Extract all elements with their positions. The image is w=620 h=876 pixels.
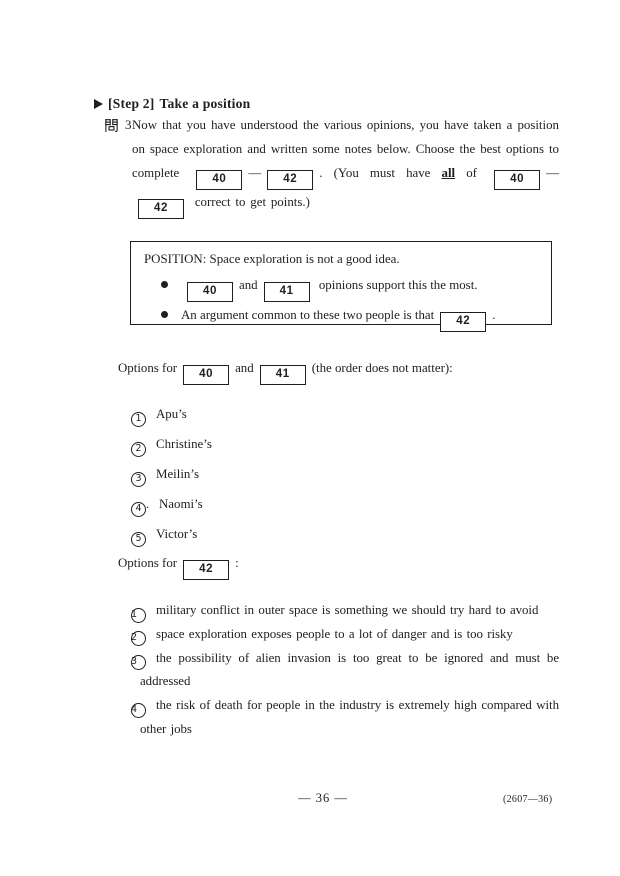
list-item (131, 527, 212, 547)
circled-number-icon: 5 (131, 532, 146, 547)
bullet1-and: and (239, 278, 258, 292)
all-emphasis: all (441, 166, 456, 180)
list-item (131, 467, 212, 487)
bullet-icon (161, 281, 168, 288)
option-text: the possibility of alien invasion is too great to be ignored and must be addressed (140, 650, 559, 689)
circled-number-icon: 2 (131, 631, 146, 646)
answer-box-40: 40 (187, 282, 233, 302)
options2-lead: Options for (118, 556, 178, 570)
list-item (131, 694, 559, 742)
answer-box-42: 42 (267, 170, 313, 190)
position-bullet-2 (144, 302, 541, 332)
option-text: military conflict in outer space is something we should try hard to avoid (156, 603, 539, 617)
answer-box-40: 40 (494, 170, 540, 190)
print-code: (2607—36) (503, 794, 553, 805)
range-dash: — (248, 166, 262, 180)
range-dash: — (546, 166, 559, 180)
option-label: Naomi’s (159, 497, 203, 511)
list-item (131, 647, 559, 695)
options1-lead: Options for (118, 361, 178, 375)
options1-and: and (235, 361, 254, 375)
answer-box-40: 40 (196, 170, 242, 190)
circled-number-icon: 2 (131, 442, 146, 457)
option-label: Meilin’s (156, 467, 199, 481)
kanji-mon-icon (104, 118, 119, 133)
step-label: [Step 2] (108, 96, 155, 111)
answer-box-40: 40 (183, 365, 229, 385)
position-bullet-1 (144, 272, 541, 302)
bullet-icon (161, 311, 168, 318)
options-42-header (118, 551, 239, 580)
circled-number-icon: 4 (131, 703, 146, 718)
option-label: Christine’s (156, 437, 212, 451)
option-text: the risk of death for people in the industry is extremely high compared with other jobs (140, 698, 559, 736)
question-number: 3 (125, 117, 132, 132)
position-note-box (130, 241, 552, 325)
list-item (131, 497, 212, 517)
circled-number-icon: 1 (131, 608, 146, 623)
position-title: POSITION: Space exploration is not a good idea. (144, 252, 400, 266)
question-text (132, 113, 559, 219)
answer-box-42: 42 (138, 199, 184, 219)
right-triangle-icon (94, 99, 103, 109)
question-seg1: Now that you have understood the various opinions, you have taken a position on space exploration and written some notes below. Choose the best options to complete (132, 118, 559, 180)
answer-box-41: 41 (260, 365, 306, 385)
question-3 (104, 113, 560, 219)
question-seg3: of (466, 166, 477, 180)
step-title: Take a position (159, 96, 251, 111)
list-item (131, 623, 559, 647)
question-label (104, 117, 132, 133)
circled-number-icon: 3 (131, 655, 146, 670)
option-text: space exploration exposes people to a lot of danger and is too risky (156, 626, 513, 641)
step-header (94, 96, 250, 112)
question-seg4: correct to get points.) (194, 195, 310, 209)
marker-suffix: . (146, 497, 149, 511)
question-seg2: . (You must have (319, 166, 431, 180)
answer-box-42: 42 (183, 560, 229, 580)
list-item (131, 437, 212, 457)
circled-number-icon: 3 (131, 472, 146, 487)
circled-number-icon: 4 (131, 502, 146, 517)
option-label: Victor’s (156, 527, 198, 541)
options2-colon: : (235, 556, 239, 570)
option-label: Apu’s (156, 407, 187, 421)
answer-box-41: 41 (264, 282, 310, 302)
circled-number-icon: 1 (131, 412, 146, 427)
options-40-41-header (118, 356, 453, 385)
options-40-41-list (131, 407, 212, 557)
options-42-list (131, 599, 559, 742)
bullet2-period: . (492, 308, 496, 322)
bullet1-text: opinions support this the most. (318, 278, 478, 292)
answer-box-42: 42 (440, 312, 486, 332)
bullet2-text: An argument common to these two people is that (181, 308, 435, 322)
list-item (131, 599, 559, 623)
page-number: — 36 — (298, 791, 348, 805)
options1-note: (the order does not matter): (311, 361, 453, 375)
list-item (131, 407, 212, 427)
